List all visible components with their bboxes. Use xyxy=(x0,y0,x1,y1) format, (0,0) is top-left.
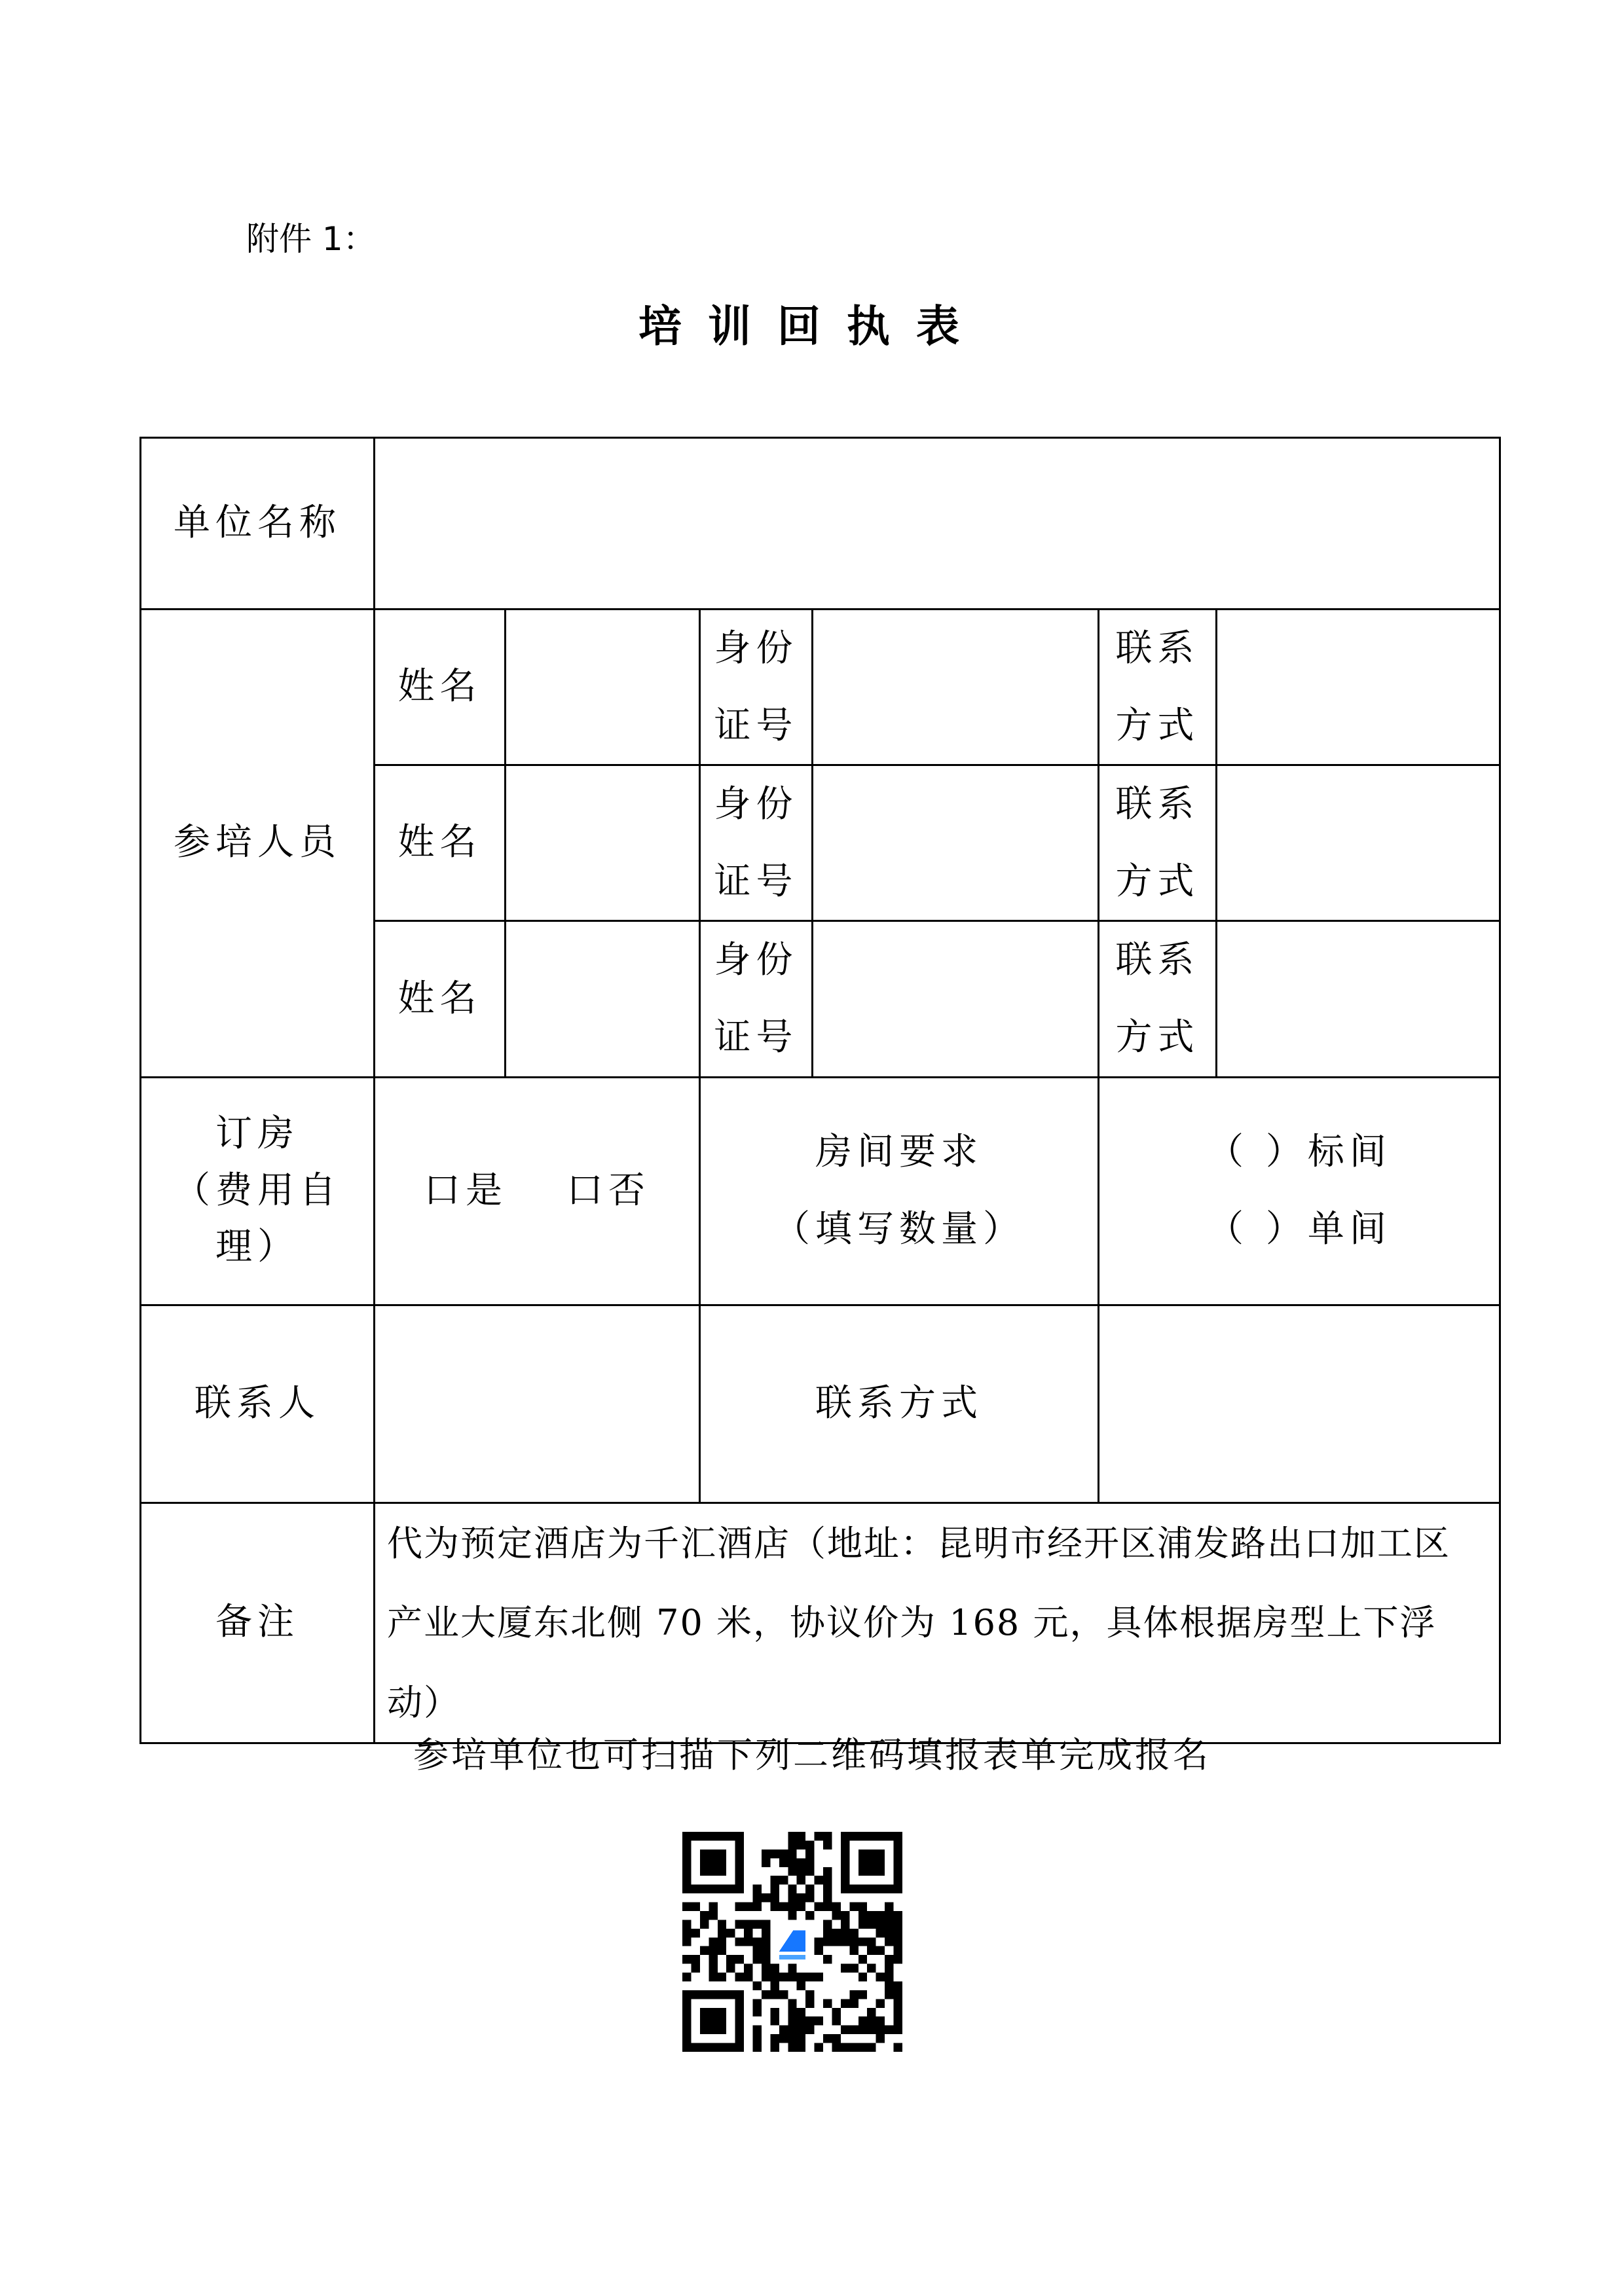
participant-name-field[interactable] xyxy=(506,610,700,765)
booking-yes-option[interactable]: 口是 xyxy=(424,1169,507,1212)
contact-method-label: 联系方式 xyxy=(700,1305,1099,1503)
unit-row xyxy=(141,438,1500,610)
contact-field[interactable] xyxy=(1217,921,1500,1077)
unit-name-field[interactable] xyxy=(375,438,1500,610)
contact-label: 联系 方式 xyxy=(1099,610,1217,765)
contact-person-label: 联系人 xyxy=(141,1305,375,1503)
contact-field[interactable] xyxy=(1217,610,1500,765)
contact-method-field[interactable] xyxy=(1099,1305,1500,1503)
contact-person-row xyxy=(141,1305,1500,1503)
remark-row xyxy=(141,1503,1500,1743)
page-title: 培训回执表 xyxy=(638,301,986,352)
participants-label: 参培人员 xyxy=(141,610,375,1078)
room-single-option[interactable]: （ ）单间 xyxy=(1207,1208,1392,1251)
booking-no-option[interactable]: 口否 xyxy=(566,1169,650,1212)
contact-label: 联系 方式 xyxy=(1099,765,1217,921)
booking-choice[interactable] xyxy=(375,1077,700,1305)
contact-field[interactable] xyxy=(1217,765,1500,921)
unit-name-label: 单位名称 xyxy=(141,438,375,610)
qr-caption: 参培单位也可扫描下列二维码填报表单完成报名 xyxy=(413,1734,1211,1776)
qr-code-icon[interactable] xyxy=(682,1832,902,2052)
id-number-field[interactable] xyxy=(813,610,1099,765)
room-standard-option[interactable]: （ ）标间 xyxy=(1207,1131,1392,1174)
contact-person-field[interactable] xyxy=(375,1305,700,1503)
id-number-label: 身份 证号 xyxy=(700,610,813,765)
id-number-label: 身份 证号 xyxy=(700,921,813,1077)
participant-row xyxy=(141,610,1500,765)
id-number-label: 身份 证号 xyxy=(700,765,813,921)
participant-name-field[interactable] xyxy=(506,921,700,1077)
booking-label: 订房 （费用自 理） xyxy=(141,1077,375,1305)
participant-name-label: 姓名 xyxy=(375,921,506,1077)
room-requirement-label: 房间要求 （填写数量） xyxy=(700,1077,1099,1305)
participant-name-label: 姓名 xyxy=(375,610,506,765)
id-number-field[interactable] xyxy=(813,765,1099,921)
booking-row xyxy=(141,1077,1500,1305)
attachment-label: 附件 1： xyxy=(246,220,376,258)
participant-name-field[interactable] xyxy=(506,765,700,921)
remark-text: 代为预定酒店为千汇酒店（地址：昆明市经开区浦发路出口加工区 产业大厦东北侧 70 米，协议价为 168 元，具体根据房型上下浮动） xyxy=(375,1503,1500,1743)
id-number-field[interactable] xyxy=(813,921,1099,1077)
contact-label: 联系 方式 xyxy=(1099,921,1217,1077)
room-type-options[interactable] xyxy=(1099,1077,1500,1305)
participant-name-label: 姓名 xyxy=(375,765,506,921)
remark-label: 备注 xyxy=(141,1503,375,1743)
registration-form-table xyxy=(139,437,1501,1744)
